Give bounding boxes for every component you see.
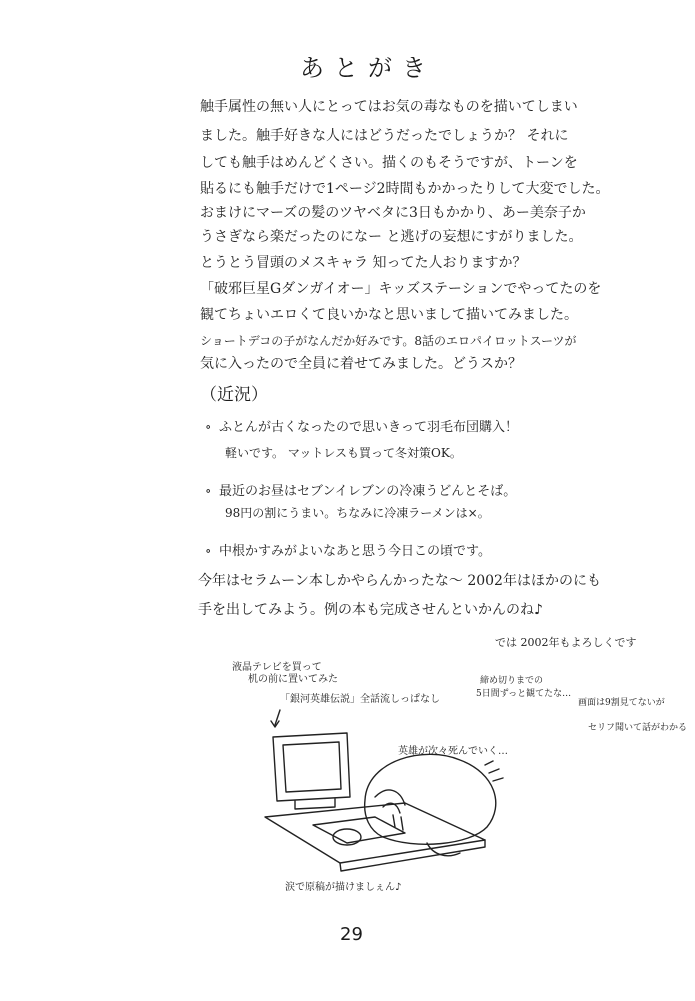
closing-note: では 2002年もよろしくです (495, 636, 637, 649)
bullet-item-3 (205, 540, 491, 559)
paragraph1-line-6: うさぎなら楽だったのになー と逃げの妄想にすがりました。 (200, 229, 583, 245)
illustration-note-7: セリフ聞いて話がわかる (588, 723, 688, 733)
desk-illustration (255, 705, 525, 875)
desk-top (265, 803, 485, 863)
illustration-note-5: 5日間ずっと観てたな… (476, 689, 572, 699)
illustration-note-1: 液晶テレビを買って (232, 662, 322, 673)
bullet-sub-2: 98円の割にうまい。ちなみに冷凍ラーメンは×。 (225, 506, 490, 520)
tv-stand (295, 799, 335, 809)
paragraph1-line-8: 「破邪巨星Gダンガイオー」キッズステーションでやってたのを (200, 281, 602, 297)
paragraph1-line-9: 観てちょいエロくて良いかなと思いまして描いてみました。 (200, 307, 578, 323)
bullet-text: 中根かすみがよいなあと思う今日この頃です。 (219, 544, 491, 559)
motion-line-3 (493, 778, 503, 781)
motion-line-2 (489, 769, 499, 773)
illustration-note-2: 机の前に置いてみた (248, 674, 338, 685)
tv-screen (283, 742, 341, 792)
bullet-text: ふとんが古くなったので思いきって羽毛布団購入！ (219, 420, 519, 435)
illustration-note-4: 締め切りまでの (480, 676, 544, 686)
bullet-text: 最近のお昼はセブンイレブンの冷凍うどんとそば。 (219, 484, 517, 499)
paragraph1-line-4: 貼るにも触手だけで1ページ2時間もかかったりして大変でした。 (200, 181, 610, 197)
head (365, 754, 496, 844)
paragraph2-line-2: 手を出してみよう。例の本も完成させんといかんのね♪ (198, 602, 543, 618)
paragraph1-line-2: ました。触手好きな人にはどうだったでしょうか？ それに (200, 128, 569, 144)
bullet-icon: ∘ (205, 544, 212, 559)
illustration-note-8: 英雄が次々死んでいく… (398, 746, 508, 757)
illustration-note-3: 「銀河英雄伝説」全話流しっぱなし (280, 694, 440, 705)
desk-edge (340, 840, 485, 871)
illustration-note-9: 涙で原稿が描けましぇん♪ (285, 882, 402, 893)
page-number: 29 (340, 924, 363, 945)
illustration-note-6: 画面は9割見てないが (578, 698, 665, 708)
tear-line-1 (393, 815, 395, 827)
paragraph1-line-3: しても触手はめんどくさい。描くのもそうですが、トーンを (200, 155, 578, 171)
paragraph1-line-1: 触手属性の無い人にとってはお気の毒なものを描いてしまい (200, 99, 578, 115)
paragraph2-line-1: 今年はセラムーン本しかやらんかったな～ 2002年はほかのにも (198, 573, 601, 589)
bullet-item-1 (205, 416, 518, 435)
paragraph1-line-5: おまけにマーズの髪のツヤベタに3日もかかり、あー美奈子か (200, 205, 586, 221)
bullet-icon: ∘ (205, 420, 212, 435)
manuscript-paper (313, 817, 405, 843)
paragraph1-line-10: ショートデコの子がなんだか好みです。8話のエロパイロットスーツが (200, 334, 577, 348)
section-title: （近況） (200, 385, 268, 405)
paragraph1-line-11: 気に入ったので全員に着せてみました。どうスか？ (200, 356, 522, 372)
bullet-icon: ∘ (205, 484, 212, 499)
paragraph1-line-7: とうとう冒頭のメスキャラ 知ってた人おりますか？ (200, 255, 527, 271)
motion-line-1 (485, 761, 493, 765)
page-title: あとがき (300, 54, 436, 82)
bullet-sub-1: 軽いです。 マットレスも買って冬対策OK。 (225, 446, 462, 460)
bullet-item-2 (205, 480, 516, 499)
tear-line-2 (401, 817, 403, 830)
